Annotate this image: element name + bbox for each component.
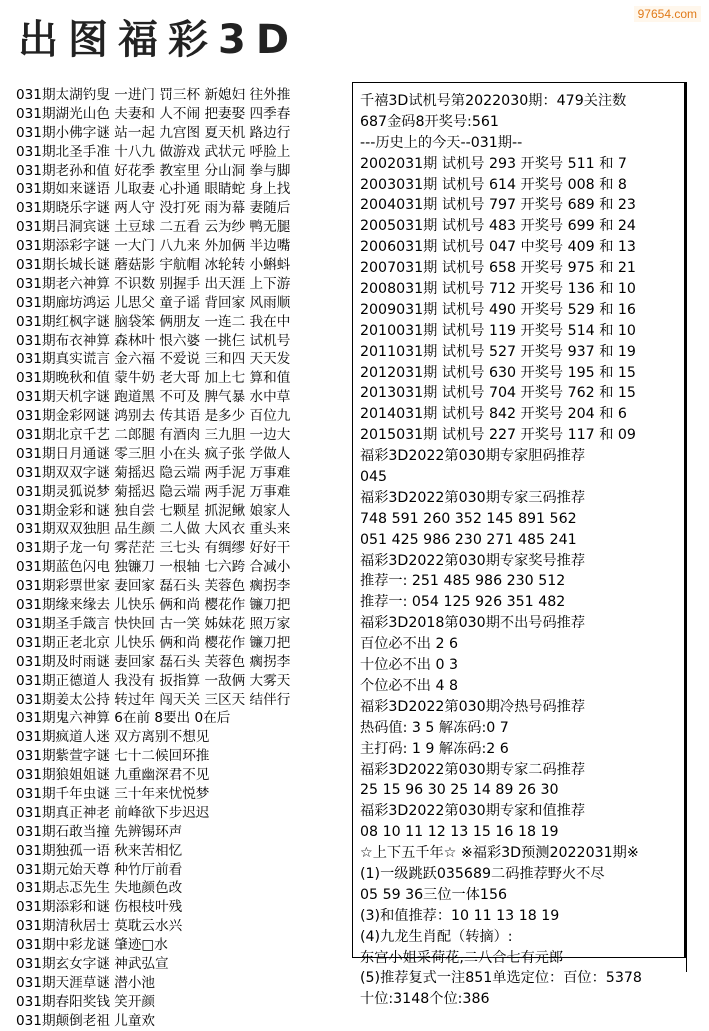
riddle-line: 031期颠倒老祖 儿童欢 <box>16 1012 156 1029</box>
recommendation-line: 2012031期 试机号 630 开奖号 195 和 15 <box>360 364 636 381</box>
recommendation-line: 2002031期 试机号 293 开奖号 511 和 7 <box>360 155 627 172</box>
recommendation-line: 08 10 11 12 13 15 16 18 19 <box>360 824 559 841</box>
riddle-line: 031期布衣神算 森林叶 恨六婆 一挑仨 试机号 <box>16 332 291 349</box>
recommendation-line: 主打码: 1 9 解冻码:2 6 <box>360 740 509 757</box>
riddle-list <box>16 86 352 1029</box>
riddle-line: 031期圣手箴言 快快回 古一笑 姊妹花 照万家 <box>16 615 291 632</box>
riddle-line: 031期晚秋和值 蒙牛奶 老大哥 加上七 算和值 <box>16 370 291 387</box>
recommendation-line: 748 591 260 352 145 891 562 <box>360 510 577 527</box>
riddle-line: 031期正老北京 儿快乐 俩和尚 樱花作 镰刀把 <box>16 634 291 651</box>
site-watermark: 97654.com <box>634 6 701 22</box>
recommendation-line: 福彩3D2022第030期专家二码推荐 <box>360 761 586 778</box>
panel-divider <box>686 82 687 972</box>
riddle-line: 031期真实谎言 金六福 不爱说 三和四 天天发 <box>16 351 291 368</box>
recommendation-line: 推荐一: 054 125 926 351 482 <box>360 594 566 611</box>
recommendation-panel <box>352 82 686 1008</box>
riddle-line: 031期灵狐说梦 菊摇迟 隐云端 两手泥 万事难 <box>16 483 291 500</box>
riddle-line: 031期元始天尊 种竹厅前看 <box>16 861 183 878</box>
recommendation-line: 2006031期 试机号 047 中奖号 409 和 13 <box>360 239 636 256</box>
riddle-line: 031期及时雨谜 妻回家 磊石头 芙蓉色 瘸拐李 <box>16 653 291 670</box>
recommendation-line: 2014031期 试机号 842 开奖号 204 和 6 <box>360 406 627 423</box>
riddle-line: 031期北圣手准 十八九 做游戏 武状元 呼脸上 <box>16 143 291 160</box>
riddle-line: 031期老六神算 不识数 别握手 出天涯 上下游 <box>16 275 291 292</box>
recommendation-line: 十位:3148个位:386 <box>360 991 490 1008</box>
riddle-line: 031期狼姐姐谜 九重幽深君不见 <box>16 767 210 784</box>
recommendation-line: (5)推荐复式一注851单选定位：百位：5378 <box>360 970 642 987</box>
recommendation-line: 2011031期 试机号 527 开奖号 937 和 19 <box>360 343 636 360</box>
recommendation-line: 热码值: 3 5 解冻码:0 7 <box>360 719 509 736</box>
riddle-line: 031期晓乐字谜 两人守 没打死 雨为幕 妻随后 <box>16 200 291 217</box>
recommendation-line: 2010031期 试机号 119 开奖号 514 和 10 <box>360 322 636 339</box>
riddle-line: 031期春阳奖钱 笑开颜 <box>16 993 156 1010</box>
riddle-line: 031期添彩字谜 一大门 八九来 外加俩 半边嘴 <box>16 238 291 255</box>
recommendation-line: 福彩3D2022第030期冷热号码推荐 <box>360 698 586 715</box>
riddle-line: 031期老孙和值 好花季 教室里 分山洞 拳与脚 <box>16 162 291 179</box>
riddle-line: 031期真正神老 前峰欲下步迟迟 <box>16 804 210 821</box>
riddle-line: 031期独孤一语 秋来苦相忆 <box>16 842 183 859</box>
riddle-line: 031期鬼六神算 6在前 8要出 0在后 <box>16 710 231 727</box>
riddle-line: 031期双双独胆 品生颜 二人做 大风衣 重头来 <box>16 521 291 538</box>
recommendation-line: 百位必不出 2 6 <box>360 636 459 653</box>
recommendation-line: 2007031期 试机号 658 开奖号 975 和 21 <box>360 260 636 277</box>
recommendation-line: 2009031期 试机号 490 开奖号 529 和 16 <box>360 301 636 318</box>
riddle-line: 031期湖光山色 夫妻和 人不闹 把妻娶 四季春 <box>16 105 291 122</box>
riddle-line: 031期紫萱字谜 七十二候回环推 <box>16 748 210 765</box>
riddle-line: 031期长城长谜 蘑菇影 宇航帽 冰轮转 小蝌蚪 <box>16 257 291 274</box>
recommendation-line: 045 <box>360 469 388 486</box>
recommendation-line: 2008031期 试机号 712 开奖号 136 和 10 <box>360 281 636 298</box>
recommendation-line: 2015031期 试机号 227 开奖号 117 和 09 <box>360 427 636 444</box>
riddle-line: 031期忐忑先生 失地颜色改 <box>16 880 183 897</box>
riddle-line: 031期中彩龙谜 肇迹□水 <box>16 937 168 954</box>
recommendation-line: 千禧3D试机号第2022030期：479关注数 <box>360 93 627 109</box>
riddle-line: 031期子龙一句 雾茫茫 三七头 有绸缪 好好干 <box>16 540 291 557</box>
recommendation-line: 2013031期 试机号 704 开奖号 762 和 15 <box>360 385 636 402</box>
riddle-line: 031期千年虫谜 三十年来忧悦梦 <box>16 785 210 802</box>
riddle-line: 031期双双字谜 菊摇迟 隐云端 两手泥 万事难 <box>16 464 291 481</box>
page-title: 出图福彩3D <box>18 17 300 63</box>
recommendation-line: (3)和值推荐：10 11 13 18 19 <box>360 907 560 924</box>
recommendation-line: 福彩3D2022第030期专家三码推荐 <box>360 489 586 506</box>
riddle-line: 031期如来谜语 儿取妻 心扑通 眼睛蛇 身上找 <box>16 181 291 198</box>
riddle-line: 031期缘来缘去 儿快乐 俩和尚 樱花作 镰刀把 <box>16 597 291 614</box>
riddle-line: 031期天涯草谜 潜小池 <box>16 974 156 991</box>
recommendation-line: 051 425 986 230 271 485 241 <box>360 531 577 548</box>
riddle-line: 031期金彩网谜 鸿别去 传其语 是多少 百位九 <box>16 408 291 425</box>
riddle-line: 031期疯道人迷 双方离别不想见 <box>16 729 210 746</box>
riddle-line: 031期吕洞宾谜 土豆球 二五看 云为纱 鸭无腿 <box>16 219 291 236</box>
riddle-line: 031期清秋居士 莫耽云水兴 <box>16 918 183 935</box>
recommendation-line: ---历史上的今天--031期-- <box>360 134 523 151</box>
recommendation-line: 东宫小姐采荷花,二八合七有元郎 <box>360 949 564 966</box>
riddle-line: 031期添彩和谜 伤根枝叶残 <box>16 899 183 916</box>
riddle-line: 031期太湖钓叟 一进门 罚三杯 新媳妇 往外推 <box>16 87 291 103</box>
riddle-line: 031期廊坊鸿运 儿思父 童子谣 背回家 风雨顺 <box>16 294 291 311</box>
recommendation-line: 十位必不出 0 3 <box>360 657 459 674</box>
recommendation-line: 福彩3D2022第030期专家胆码推荐 <box>360 448 586 465</box>
recommendation-line: 05 59 36三位一体156 <box>360 886 508 903</box>
riddle-line: 031期日月通谜 零三胆 小在头 疯子张 学做人 <box>16 445 291 462</box>
riddle-line: 031期石敢当撞 先辨锡环声 <box>16 823 183 840</box>
recommendation-line: 25 15 96 30 25 14 89 26 30 <box>360 782 559 799</box>
riddle-line: 031期北京千艺 二郎腿 有酒肉 三九胆 一边大 <box>16 427 291 444</box>
riddle-line: 031期金彩和谜 独自尝 七颗星 抓泥鳅 娘家人 <box>16 502 291 519</box>
riddle-line: 031期蓝色闪电 独镰刀 一根轴 七六跨 合减小 <box>16 559 291 576</box>
riddle-line: 031期小佛字谜 站一起 九宫图 夏天机 路边行 <box>16 124 291 141</box>
riddle-line: 031期玄女字谜 神武弘宣 <box>16 955 169 972</box>
recommendation-line: 推荐一: 251 485 986 230 512 <box>360 573 566 590</box>
riddle-line: 031期彩票世家 妻回家 磊石头 芙蓉色 瘸拐李 <box>16 578 291 595</box>
recommendation-line: 个位必不出 4 8 <box>360 677 459 694</box>
recommendation-line: 687金码8开奖号:561 <box>360 113 499 130</box>
recommendation-line: 2004031期 试机号 797 开奖号 689 和 23 <box>360 197 636 214</box>
riddle-line: 031期天机字谜 跑道黑 不可及 脾气暴 水中草 <box>16 389 291 406</box>
riddle-line: 031期红枫字谜 脑袋笨 俩朋友 一连二 我在中 <box>16 313 291 330</box>
recommendation-line: (4)九龙生肖配（转摘）: <box>360 928 513 945</box>
recommendation-line: 2003031期 试机号 614 开奖号 008 和 8 <box>360 176 627 193</box>
recommendation-line: 福彩3D2018第030期不出号码推荐 <box>360 615 586 632</box>
recommendation-line: 福彩3D2022第030期专家奖号推荐 <box>360 552 586 569</box>
recommendation-line: ☆上下五千年☆ ※福彩3D预测2022031期※ <box>360 845 639 862</box>
recommendation-line: (1)一级跳跃035689二码推荐野火不尽 <box>360 865 605 882</box>
riddle-line: 031期正德道人 我没有 扳指算 一敌俩 大雾天 <box>16 672 291 689</box>
riddle-line: 031期姜太公持 转过年 闯天关 三区天 结伴行 <box>16 691 291 708</box>
recommendation-line: 2005031期 试机号 483 开奖号 699 和 24 <box>360 218 636 235</box>
recommendation-line: 福彩3D2022第030期专家和值推荐 <box>360 803 586 820</box>
